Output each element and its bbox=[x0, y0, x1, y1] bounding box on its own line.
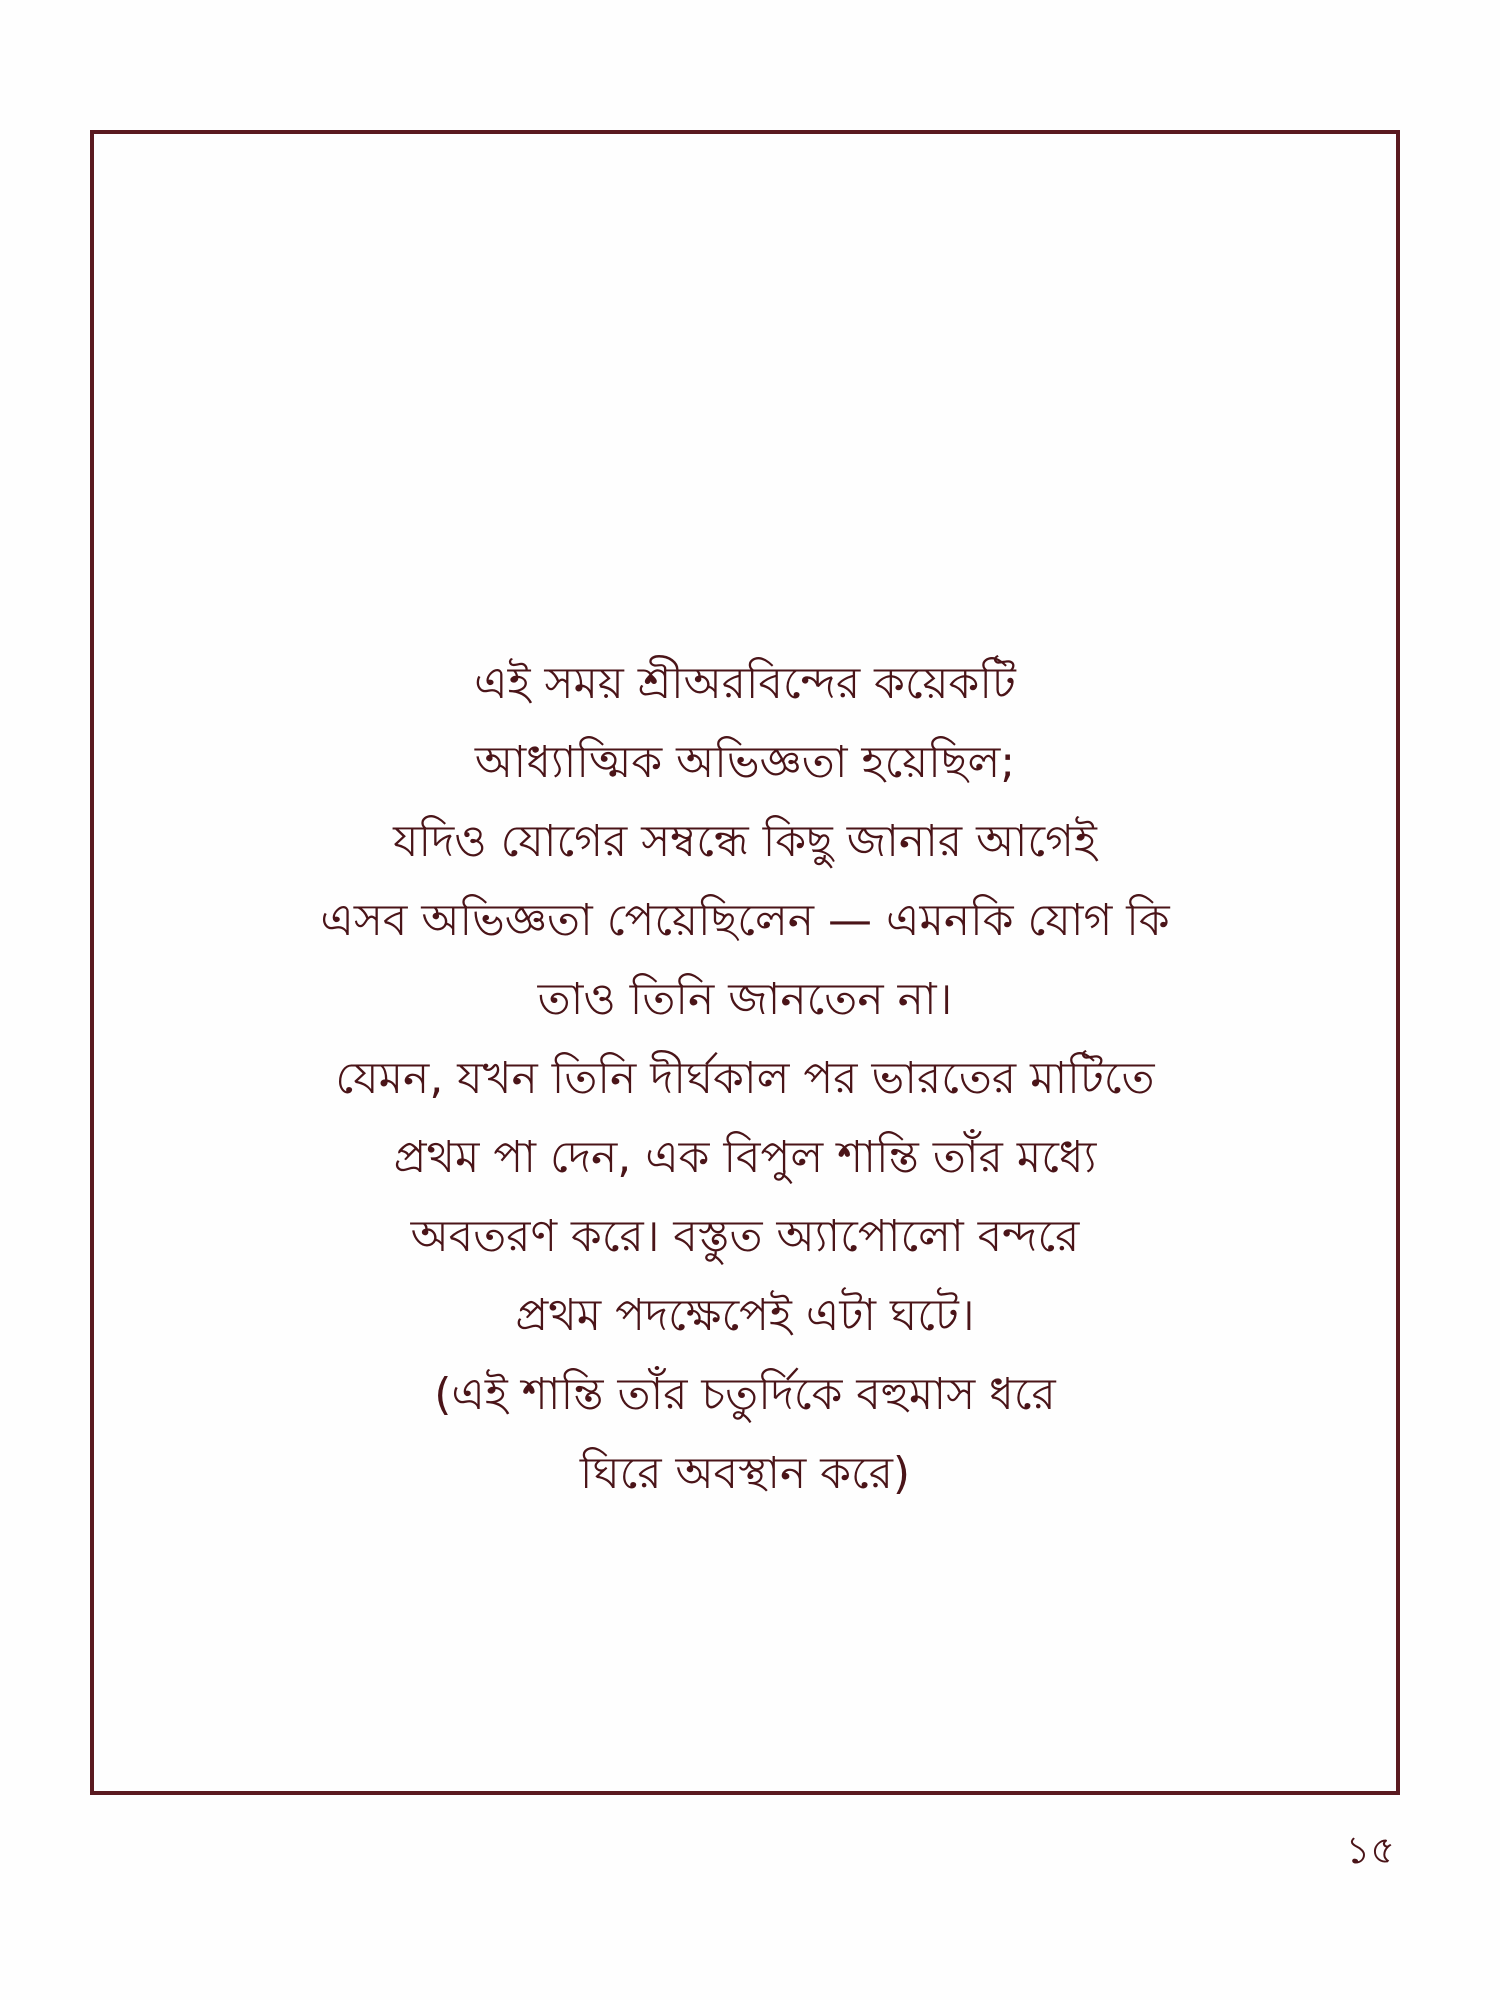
poem-line: এই সময় শ্রীঅরবিন্দের কয়েকটি bbox=[474, 658, 1016, 709]
poem-line: যেমন, যখন তিনি দীর্ঘকাল পর ভারতের মাটিতে bbox=[335, 1053, 1155, 1104]
poem-line: প্রথম পদক্ষেপেই এটা ঘটে। bbox=[515, 1290, 975, 1341]
poem-line: আধ্যাত্মিক অভিজ্ঞতা হয়েছিল; bbox=[474, 737, 1016, 788]
page-number: ১৫ bbox=[1345, 1828, 1395, 1872]
page-border-frame bbox=[90, 130, 1400, 1795]
poem-text-block bbox=[94, 644, 1396, 1513]
poem-line: তাও তিনি জানতেন না। bbox=[537, 974, 953, 1025]
poem-line: ঘিরে অবস্থান করে) bbox=[579, 1448, 911, 1499]
poem-line: অবতরণ করে। বস্তুত অ্যাপোলো বন্দরে bbox=[410, 1211, 1080, 1262]
poem-line: যদিও যোগের সম্বন্ধে কিছু জানার আগেই bbox=[393, 816, 1097, 867]
poem-line: প্রথম পা দেন, এক বিপুল শান্তি তাঁর মধ্যে bbox=[393, 1132, 1097, 1183]
poem-line: (এই শান্তি তাঁর চতুর্দিকে বহুমাস ধরে bbox=[434, 1369, 1056, 1420]
poem-line: এসব অভিজ্ঞতা পেয়েছিলেন — এমনকি যোগ কি bbox=[320, 895, 1170, 946]
